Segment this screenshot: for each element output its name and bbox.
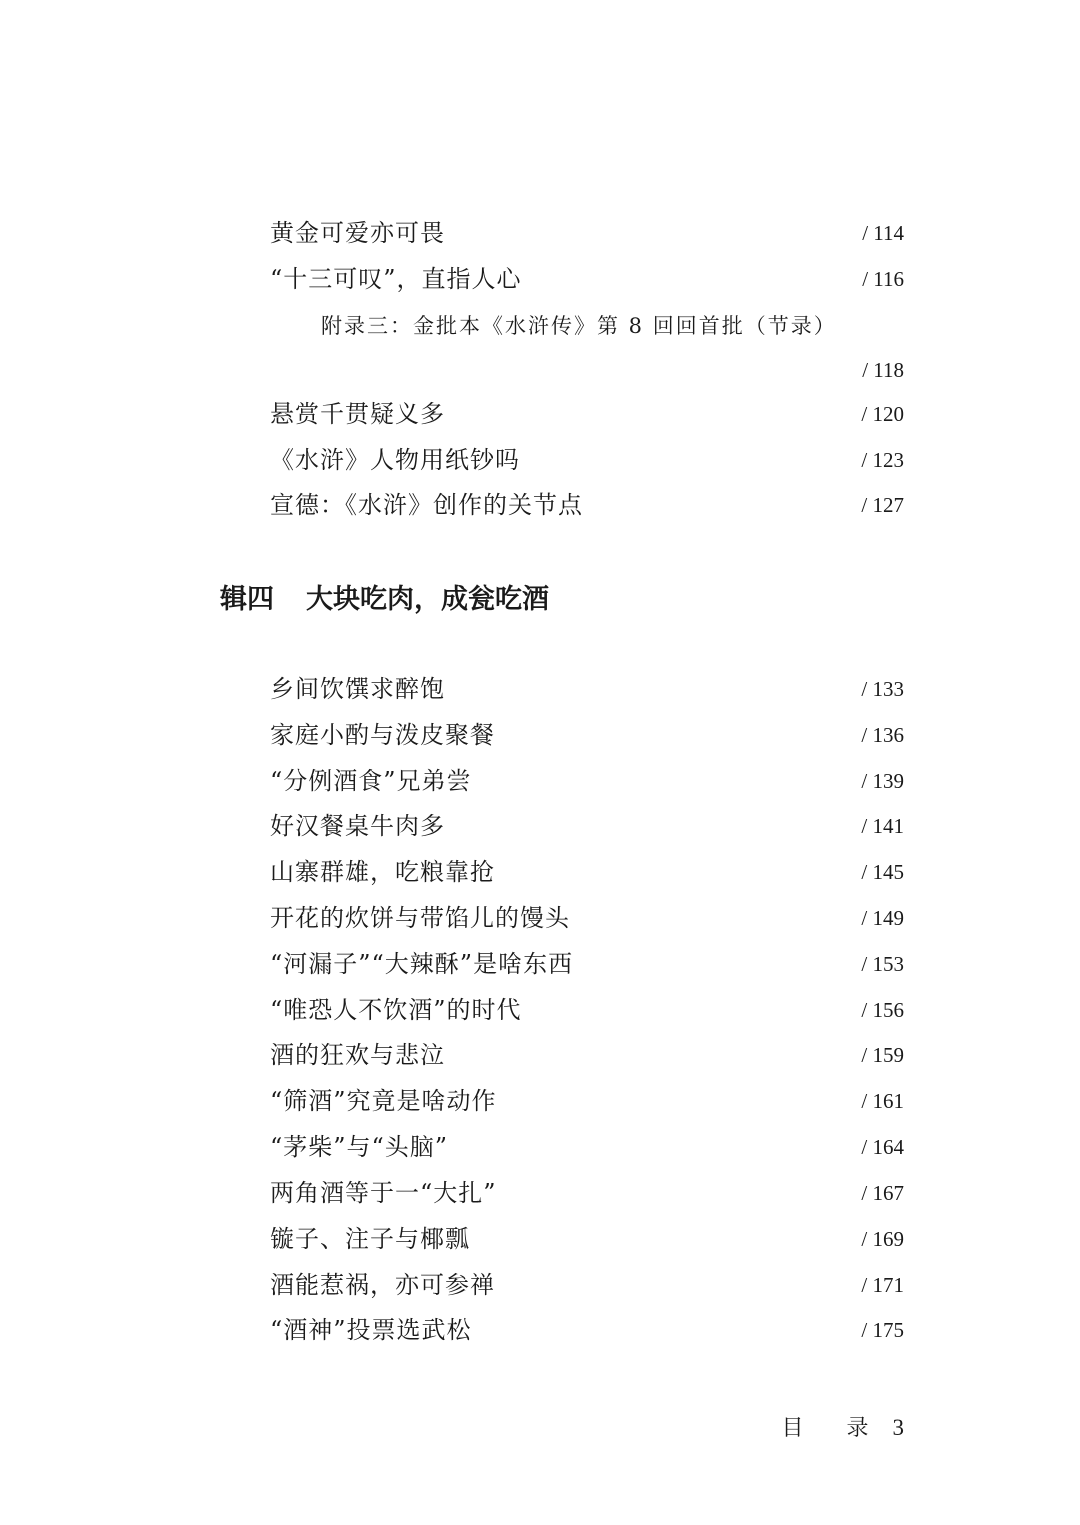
toc-entry[interactable] <box>270 440 904 480</box>
toc-entry[interactable] <box>270 1173 904 1213</box>
toc-entry-page: / 159 <box>861 1043 904 1067</box>
toc-entry-page: / 116 <box>862 267 904 291</box>
toc-entry-title: “茅柴”与“头脑” <box>270 1133 449 1161</box>
toc-entry-page: / 175 <box>861 1318 904 1342</box>
toc-entry-title: 山寨群雄，吃粮靠抢 <box>270 858 495 886</box>
toc-entry-title: 《水浒》人物用纸钞吗 <box>270 446 520 474</box>
toc-entry-page: / 136 <box>861 723 904 747</box>
toc-entry-title: 两角酒等于一“大扎” <box>270 1179 497 1207</box>
toc-entry[interactable] <box>270 485 904 525</box>
toc-appendix-title[interactable]: 附录三：金批本《水浒传》第 8 回回首批（节录） <box>321 314 837 338</box>
toc-entry-title: 开花的炊饼与带馅儿的馒头 <box>270 904 570 932</box>
toc-entry-title: 黄金可爱亦可畏 <box>270 219 445 247</box>
toc-entry[interactable] <box>270 1265 904 1305</box>
toc-entry-page: / 161 <box>861 1089 904 1113</box>
toc-entry-title: “筛酒”究竟是啥动作 <box>270 1087 497 1115</box>
toc-entry-page: / 164 <box>861 1135 904 1159</box>
toc-entry-page: / 171 <box>861 1273 904 1297</box>
toc-entry[interactable] <box>270 669 904 709</box>
toc-entry-page: / 141 <box>861 814 904 838</box>
toc-entry-title: 家庭小酌与泼皮聚餐 <box>270 721 495 749</box>
footer-label: 目 录 <box>781 1416 887 1441</box>
toc-entry[interactable] <box>270 715 904 755</box>
section-title: 大块吃肉，成瓮吃酒 <box>306 584 549 615</box>
toc-entry-title: 好汉餐桌牛肉多 <box>270 812 445 840</box>
toc-entry-title: “河漏子”“大辣酥”是啥东西 <box>270 950 574 978</box>
toc-entry[interactable] <box>270 1219 904 1259</box>
toc-entry-page: / 127 <box>861 493 904 517</box>
toc-entry[interactable] <box>270 213 904 253</box>
toc-entry[interactable] <box>270 1035 904 1075</box>
toc-entry[interactable] <box>270 852 904 892</box>
toc-entry-page: / 149 <box>861 906 904 930</box>
toc-entry-title: 酒能惹祸，亦可参禅 <box>270 1271 495 1299</box>
toc-entry[interactable] <box>270 806 904 846</box>
toc-entry-page: / 120 <box>861 402 904 426</box>
toc-entry-page: / 156 <box>861 998 904 1022</box>
toc-entry-title: 酒的狂欢与悲泣 <box>270 1041 445 1069</box>
toc-entry-title: “酒神”投票选武松 <box>270 1316 472 1344</box>
toc-entry-page: / 167 <box>861 1181 904 1205</box>
toc-entry[interactable] <box>270 1081 904 1121</box>
toc-entry-page: / 133 <box>861 677 904 701</box>
toc-entry[interactable] <box>270 1310 904 1350</box>
toc-entry[interactable] <box>270 944 904 984</box>
toc-entry-page: / 145 <box>861 860 904 884</box>
toc-entry[interactable] <box>270 990 904 1030</box>
page-footer <box>782 1408 905 1448</box>
toc-entry-title: “分例酒食”兄弟尝 <box>270 767 472 795</box>
section-heading <box>220 578 549 622</box>
toc-entry[interactable] <box>270 898 904 938</box>
toc-entry-page: / 114 <box>862 221 904 245</box>
toc-entry-title: 乡间饮馔求醉饱 <box>270 675 445 703</box>
toc-entry[interactable] <box>270 259 904 299</box>
toc-entry-title: “唯恐人不饮酒”的时代 <box>270 996 522 1024</box>
section-label: 辑四 <box>220 584 274 615</box>
toc-entry-page: / 139 <box>861 769 904 793</box>
toc-entry[interactable] <box>270 1127 904 1167</box>
page-number: 3 <box>892 1415 904 1440</box>
toc-entry-page: / 169 <box>861 1227 904 1251</box>
toc-entry[interactable] <box>270 761 904 801</box>
toc-entry-title: 悬赏千贯疑义多 <box>270 400 445 428</box>
toc-entry-title: 宣德：《水浒》创作的关节点 <box>270 491 583 519</box>
toc-entry-title: “十三可叹”，直指人心 <box>270 265 522 293</box>
toc-entry-title: 镟子、注子与椰瓢 <box>270 1225 470 1253</box>
toc-entry-page: / 153 <box>861 952 904 976</box>
toc-entry[interactable] <box>270 394 904 434</box>
toc-entry-page: / 123 <box>861 448 904 472</box>
toc-appendix-page: / 118 <box>862 358 904 382</box>
